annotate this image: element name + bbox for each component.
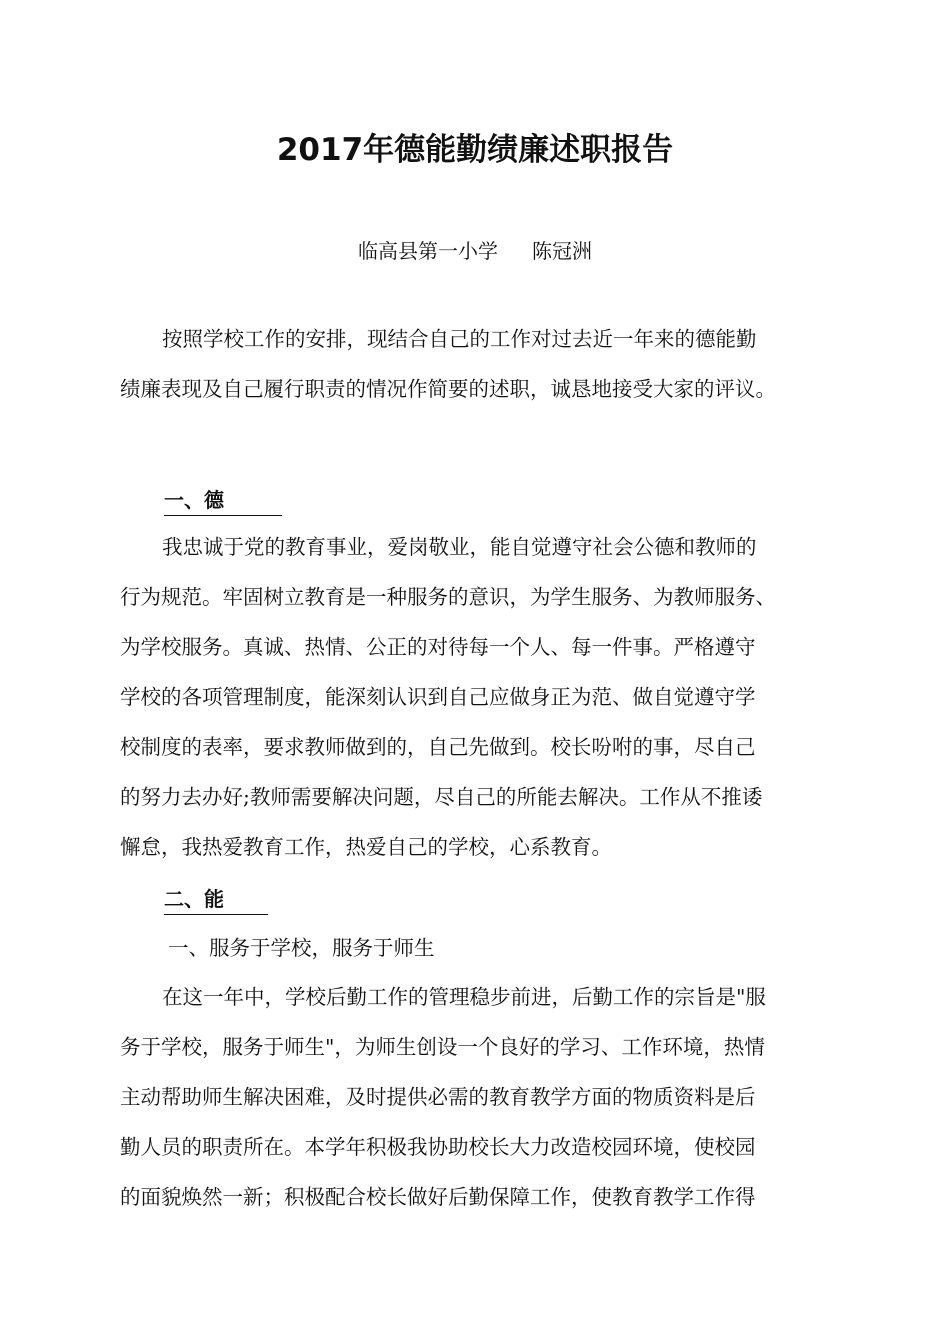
paragraph-line: 校制度的表率，要求教师做到的，自己先做到。校长吩咐的事，尽自己: [120, 735, 756, 759]
paragraph-line: 绩廉表现及自己履行职责的情况作简要的述职，诚恳地接受大家的评议。: [120, 377, 776, 401]
section-heading-neng: 二、能: [164, 884, 268, 915]
intro-paragraph: [120, 314, 838, 414]
author-name: 陈冠洲: [532, 239, 592, 263]
paragraph-line: 的面貌焕然一新；积极配合校长做好后勤保障工作，使教育教学工作得: [120, 1185, 756, 1209]
paragraph-line: 我忠诚于党的教育事业，爱岗敬业，能自觉遵守社会公德和教师的: [162, 535, 757, 559]
paragraph-line: 的努力去办好;教师需要解决问题，尽自己的所能去解决。工作从不推诿: [120, 785, 763, 809]
paragraph-line: 务于学校，服务于师生"，为师生创设一个良好的学习、工作环境，热情: [120, 1035, 765, 1059]
school-name: 临高县第一小学: [358, 239, 498, 263]
paragraph-line: 勤人员的职责所在。本学年积极我协助校长大力改造校园环境，使校园: [120, 1135, 756, 1159]
byline: [0, 236, 950, 266]
paragraph-line: 在这一年中，学校后勤工作的管理稳步前进，后勤工作的宗旨是"服: [162, 985, 766, 1009]
section-subheading: 一、服务于学校，服务于师生: [168, 936, 435, 960]
section-neng-paragraph: [120, 972, 838, 1222]
paragraph-line: 主动帮助师生解决困难，及时提供必需的教育教学方面的物质资料是后: [120, 1085, 756, 1109]
section-heading-de: 一、德: [164, 485, 282, 516]
paragraph-line: 学校的各项管理制度，能深刻认识到自己应做身正为范、做自觉遵守学: [120, 685, 756, 709]
section-de-paragraph: [120, 522, 838, 872]
paragraph-line: 懈怠，我热爱教育工作，热爱自己的学校，心系教育。: [120, 835, 612, 859]
paragraph-line: 行为规范。牢固树立教育是一种服务的意识，为学生服务、为教师服务、: [120, 585, 776, 609]
report-title: 2017年德能勤绩廉述职报告: [276, 132, 674, 168]
paragraph-line: 为学校服务。真诚、热情、公正的对待每一个人、每一件事。严格遵守: [120, 635, 756, 659]
paragraph-line: 按照学校工作的安排，现结合自己的工作对过去近一年来的德能勤: [162, 327, 757, 351]
